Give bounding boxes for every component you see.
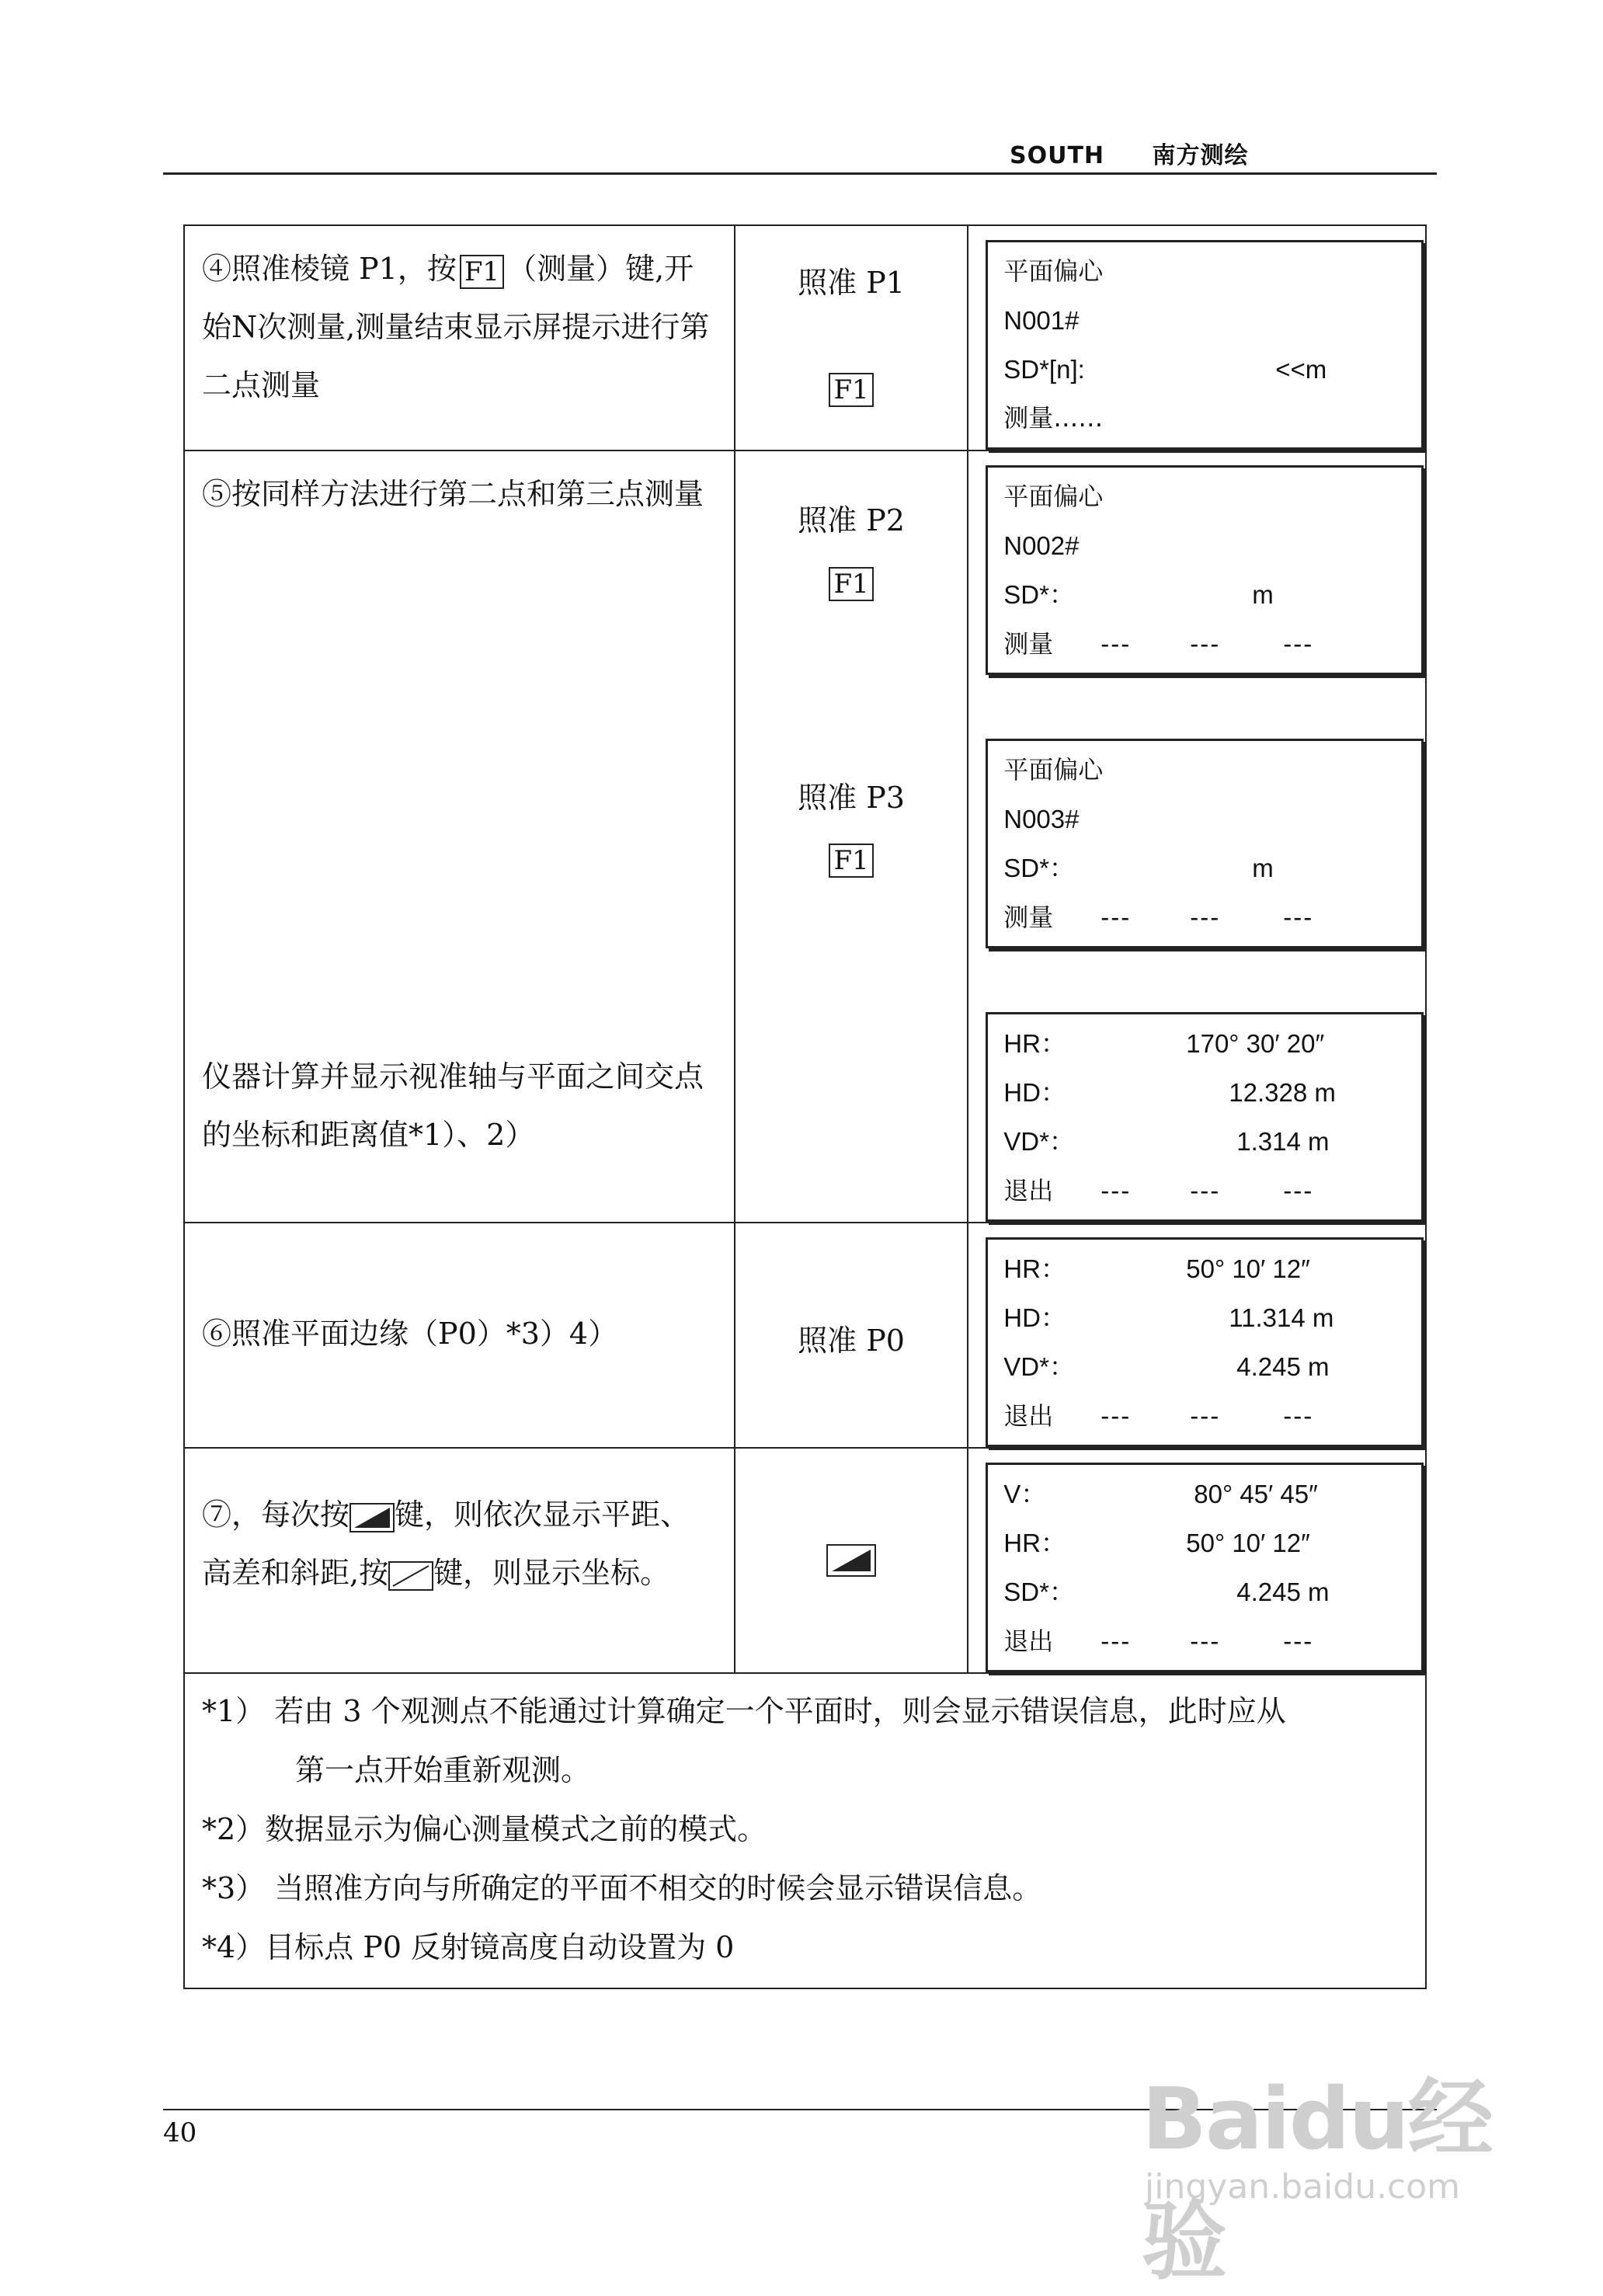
step-desc: ④照准棱镜 P1，按 F1 （测量）键,开始N次测量,测量结束显示屏提示进行第二点测量 <box>184 225 735 451</box>
table-row <box>184 1223 1426 1448</box>
watermark-url: jingyan.baidu.com <box>1145 2167 1461 2207</box>
page-number: 40 <box>163 2117 197 2148</box>
lcd-title: 平面偏心 <box>1003 256 1104 286</box>
watermark-brand: Baidu经验 <box>1142 2069 1492 2291</box>
step-display <box>968 1223 1426 1448</box>
lcd-screen: V： 80° 45′ 45″ HR： 50° 10′ 12″ SD*： 4.245 m 退出 --- --- --- <box>986 1463 1424 1672</box>
lcd-screen: 平面偏心 N001# SD*[n]: <<m 测量…… <box>986 240 1424 450</box>
lcd-screen: HR： 170° 30′ 20″ HD： 12.328 m VD*： 1.314 m 退出 --- --- --- <box>986 1012 1424 1222</box>
procedure-table <box>183 224 1427 1989</box>
note-2: *2）数据显示为偏心测量模式之前的模式。 <box>202 1812 767 1846</box>
f1-key-icon: F1 <box>829 373 873 407</box>
note-3: *3） 当照准方向与所确定的平面不相交的时候会显示错误信息。 <box>202 1871 1042 1905</box>
note-4: *4）目标点 P0 反射镜高度自动设置为 0 <box>202 1930 735 1964</box>
table-row <box>184 451 1426 1223</box>
lcd-screen: 平面偏心 N002# SD*： m 测量 --- --- --- <box>986 465 1424 675</box>
step-desc: ⑥照准平面边缘（P0）*3）4） <box>184 1223 735 1448</box>
step-operation <box>735 1448 968 1673</box>
sight-label: 照准 P3 <box>798 780 905 815</box>
f1-key-icon: F1 <box>829 567 873 601</box>
lcd-line: N001# <box>1003 306 1080 335</box>
lcd-line: 测量…… <box>1003 403 1104 433</box>
notes-row <box>184 1673 1426 1988</box>
f1-key-icon: F1 <box>829 844 873 878</box>
lcd-screen: 平面偏心 N003# SD*： m 测量 --- --- --- <box>986 739 1424 948</box>
step-operation <box>735 1223 968 1448</box>
lcd-screen: HR： 50° 10′ 12″ HD： 11.314 m VD*： 4.245 m 退出 --- --- --- <box>986 1237 1424 1447</box>
step-display <box>968 451 1426 1223</box>
f1-key-icon: F1 <box>460 255 504 289</box>
step-operation <box>735 451 968 1223</box>
note-1-cont: 第一点开始重新观测。 <box>295 1753 591 1787</box>
baidu-watermark <box>1142 2051 1530 2291</box>
distance-mode-key-icon <box>349 1503 395 1532</box>
sight-label: 照准 P1 <box>798 266 905 300</box>
sight-label: 照准 P2 <box>798 503 905 537</box>
notes <box>184 1673 1426 1988</box>
note-1: *1） 若由 3 个观测点不能通过计算确定一个平面时，则会显示错误信息，此时应从 <box>202 1694 1286 1728</box>
step-display <box>968 225 1426 451</box>
step-operation <box>735 225 968 451</box>
step-desc: ⑦，每次按 键，则依次显示平距、高差和斜距,按 键，则显示坐标。 <box>184 1448 735 1673</box>
step-display <box>968 1448 1426 1673</box>
step-desc: ⑤按同样方法进行第二点和第三点测量 仪器计算并显示视准轴与平面之间交点的坐标和距离值*1）、2） <box>184 451 735 1223</box>
brand-cn: 南方测绘 <box>1152 142 1249 169</box>
step-desc-result: 仪器计算并显示视准轴与平面之间交点的坐标和距离值*1）、2） <box>202 1059 704 1152</box>
page-header <box>1010 136 1249 170</box>
coordinate-key-icon <box>388 1561 433 1591</box>
sight-label: 照准 P0 <box>798 1324 905 1358</box>
brand-en: SOUTH <box>1010 142 1105 169</box>
header-rule <box>163 172 1437 175</box>
table-row <box>184 1448 1426 1673</box>
distance-mode-key-icon <box>826 1544 876 1577</box>
table-row <box>184 225 1426 451</box>
